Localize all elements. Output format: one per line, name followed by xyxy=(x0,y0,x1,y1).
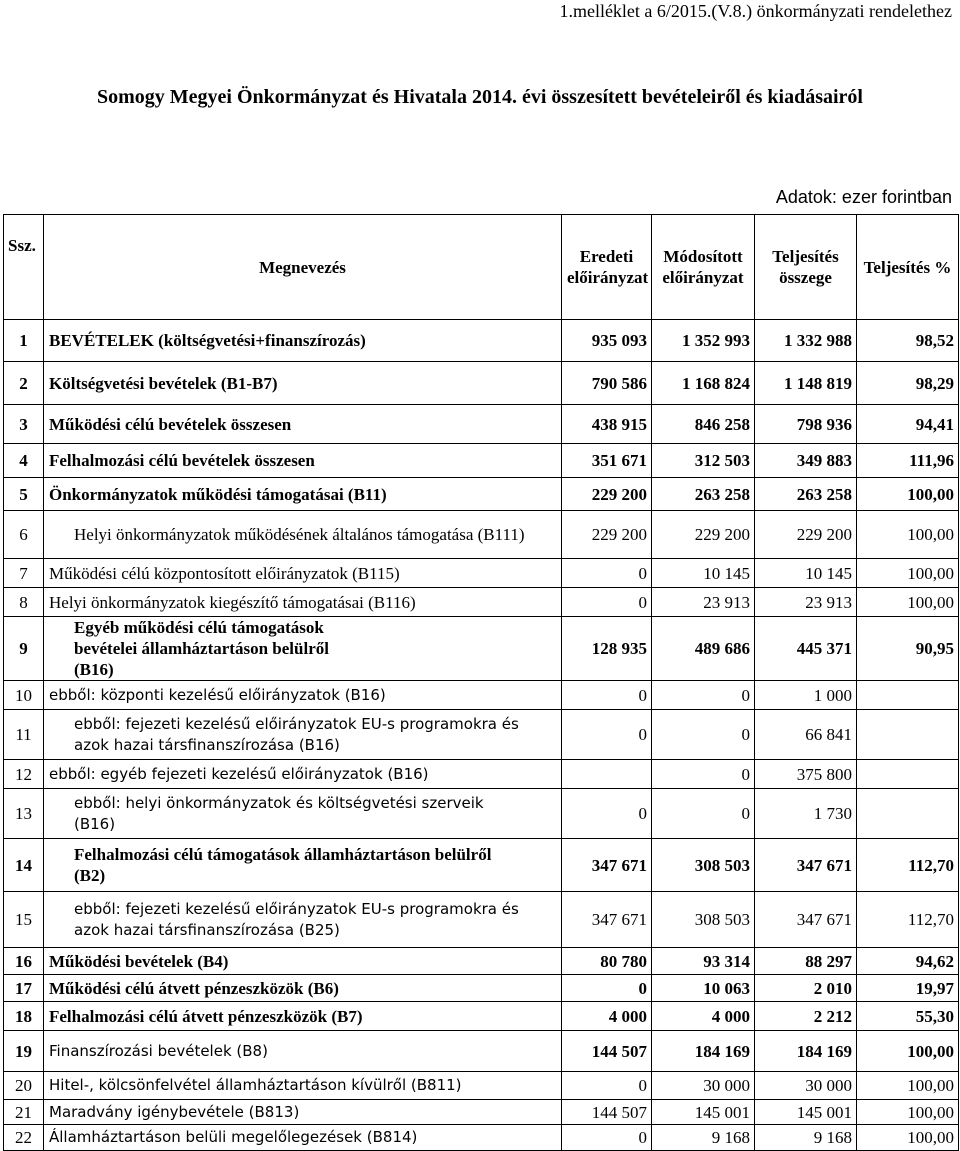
row-name: Működési célú központosított előirányzatok (B115) xyxy=(44,559,562,588)
row-teljesites-pct: 112,70 xyxy=(857,892,959,948)
table-row xyxy=(4,588,959,617)
row-teljesites: 349 883 xyxy=(755,444,857,478)
table-row xyxy=(4,444,959,478)
row-modositott: 0 xyxy=(652,760,755,789)
row-modositott: 10 063 xyxy=(652,975,755,1002)
row-name: Költségvetési bevételek (B1-B7) xyxy=(44,362,562,405)
row-name: Államháztartáson belüli megelőlegezések (B814) xyxy=(44,1125,562,1151)
table-row xyxy=(4,760,959,789)
row-name: ebből: egyéb fejezeti kezelésű előirányzatok (B16) xyxy=(44,760,562,789)
row-eredeti: 0 xyxy=(562,1072,652,1100)
row-modositott: 489 686 xyxy=(652,617,755,681)
row-teljesites-pct xyxy=(857,710,959,760)
row-eredeti: 0 xyxy=(562,789,652,839)
row-teljesites: 10 145 xyxy=(755,559,857,588)
row-teljesites: 145 001 xyxy=(755,1100,857,1125)
row-name: Finanszírozási bevételek (B8) xyxy=(44,1031,562,1072)
table-row xyxy=(4,892,959,948)
table-row xyxy=(4,617,959,681)
row-name: Egyéb működési célú támogatások bevételei államháztartáson belülről (B16) xyxy=(44,617,562,681)
row-number: 1 xyxy=(4,320,44,362)
row-modositott: 1 168 824 xyxy=(652,362,755,405)
row-modositott: 1 352 993 xyxy=(652,320,755,362)
row-teljesites-pct: 100,00 xyxy=(857,478,959,511)
row-teljesites-pct: 98,52 xyxy=(857,320,959,362)
row-teljesites: 263 258 xyxy=(755,478,857,511)
table-row xyxy=(4,1072,959,1100)
row-modositott: 10 145 xyxy=(652,559,755,588)
row-name: ebből: fejezeti kezelésű előirányzatok EU-s programokra és azok hazai társfinanszírozása (B25) xyxy=(44,892,562,948)
row-number: 11 xyxy=(4,710,44,760)
row-number: 3 xyxy=(4,405,44,444)
row-modositott: 229 200 xyxy=(652,511,755,559)
row-number: 9 xyxy=(4,617,44,681)
table-row xyxy=(4,681,959,710)
row-modositott: 312 503 xyxy=(652,444,755,478)
row-name: Önkormányzatok működési támogatásai (B11) xyxy=(44,478,562,511)
column-header-ssz: Ssz. xyxy=(4,215,44,320)
row-teljesites: 1 148 819 xyxy=(755,362,857,405)
row-eredeti: 128 935 xyxy=(562,617,652,681)
table-row xyxy=(4,405,959,444)
row-modositott: 93 314 xyxy=(652,948,755,975)
row-teljesites-pct: 100,00 xyxy=(857,588,959,617)
row-eredeti: 0 xyxy=(562,1125,652,1151)
row-modositott: 0 xyxy=(652,681,755,710)
row-modositott: 184 169 xyxy=(652,1031,755,1072)
row-eredeti: 0 xyxy=(562,559,652,588)
row-teljesites-pct: 100,00 xyxy=(857,559,959,588)
row-number: 20 xyxy=(4,1072,44,1100)
row-teljesites: 445 371 xyxy=(755,617,857,681)
budget-table xyxy=(3,214,959,1151)
row-teljesites-pct: 19,97 xyxy=(857,975,959,1002)
row-name: BEVÉTELEK (költségvetési+finanszírozás) xyxy=(44,320,562,362)
row-number: 8 xyxy=(4,588,44,617)
row-modositott: 846 258 xyxy=(652,405,755,444)
row-name: Működési célú bevételek összesen xyxy=(44,405,562,444)
row-modositott: 4 000 xyxy=(652,1002,755,1031)
table-row xyxy=(4,559,959,588)
row-teljesites-pct: 90,95 xyxy=(857,617,959,681)
row-teljesites-pct: 100,00 xyxy=(857,511,959,559)
row-teljesites: 66 841 xyxy=(755,710,857,760)
row-number: 14 xyxy=(4,839,44,892)
row-number: 15 xyxy=(4,892,44,948)
row-number: 18 xyxy=(4,1002,44,1031)
row-number: 7 xyxy=(4,559,44,588)
row-modositott: 263 258 xyxy=(652,478,755,511)
row-teljesites-pct: 94,41 xyxy=(857,405,959,444)
row-modositott: 9 168 xyxy=(652,1125,755,1151)
annex-reference: 1.melléklet a 6/2015.(V.8.) önkormányzati rendelethez xyxy=(559,1,952,21)
row-eredeti: 0 xyxy=(562,681,652,710)
row-modositott: 23 913 xyxy=(652,588,755,617)
table-row xyxy=(4,362,959,405)
row-teljesites: 798 936 xyxy=(755,405,857,444)
row-teljesites: 1 730 xyxy=(755,789,857,839)
row-eredeti xyxy=(562,760,652,789)
row-name: Helyi önkormányzatok működésének általános támogatása (B111) xyxy=(44,511,562,559)
row-teljesites: 30 000 xyxy=(755,1072,857,1100)
row-name: Maradvány igénybevétele (B813) xyxy=(44,1100,562,1125)
table-row xyxy=(4,511,959,559)
row-eredeti: 438 915 xyxy=(562,405,652,444)
row-eredeti: 229 200 xyxy=(562,511,652,559)
column-header-teljesites: Teljesítés összege xyxy=(755,215,857,320)
table-row xyxy=(4,1125,959,1151)
row-eredeti: 229 200 xyxy=(562,478,652,511)
row-teljesites: 88 297 xyxy=(755,948,857,975)
row-number: 21 xyxy=(4,1100,44,1125)
row-teljesites-pct xyxy=(857,789,959,839)
row-teljesites-pct: 100,00 xyxy=(857,1072,959,1100)
column-header-teljesites-pct: Teljesítés % xyxy=(857,215,959,320)
column-header-modositott: Módosított előirányzat xyxy=(652,215,755,320)
row-eredeti: 0 xyxy=(562,975,652,1002)
row-number: 10 xyxy=(4,681,44,710)
row-name: Felhalmozási célú bevételek összesen xyxy=(44,444,562,478)
row-eredeti: 144 507 xyxy=(562,1031,652,1072)
row-teljesites-pct: 100,00 xyxy=(857,1125,959,1151)
table-row xyxy=(4,320,959,362)
row-teljesites-pct xyxy=(857,681,959,710)
row-number: 13 xyxy=(4,789,44,839)
row-number: 12 xyxy=(4,760,44,789)
row-teljesites: 229 200 xyxy=(755,511,857,559)
row-number: 19 xyxy=(4,1031,44,1072)
row-modositott: 30 000 xyxy=(652,1072,755,1100)
row-modositott: 308 503 xyxy=(652,892,755,948)
row-number: 2 xyxy=(4,362,44,405)
row-eredeti: 144 507 xyxy=(562,1100,652,1125)
row-eredeti: 4 000 xyxy=(562,1002,652,1031)
column-header-name: Megnevezés xyxy=(44,215,562,320)
row-teljesites: 23 913 xyxy=(755,588,857,617)
row-number: 22 xyxy=(4,1125,44,1151)
row-teljesites-pct: 55,30 xyxy=(857,1002,959,1031)
row-eredeti: 0 xyxy=(562,710,652,760)
row-teljesites: 347 671 xyxy=(755,892,857,948)
row-teljesites: 347 671 xyxy=(755,839,857,892)
row-teljesites-pct: 100,00 xyxy=(857,1100,959,1125)
row-teljesites: 2 010 xyxy=(755,975,857,1002)
units-note: Adatok: ezer forintban xyxy=(775,187,952,207)
table-header-row xyxy=(4,215,959,320)
row-teljesites: 1 000 xyxy=(755,681,857,710)
row-number: 5 xyxy=(4,478,44,511)
row-teljesites: 2 212 xyxy=(755,1002,857,1031)
row-teljesites-pct: 100,00 xyxy=(857,1031,959,1072)
row-teljesites-pct: 112,70 xyxy=(857,839,959,892)
row-name: Működési célú átvett pénzeszközök (B6) xyxy=(44,975,562,1002)
row-number: 6 xyxy=(4,511,44,559)
row-modositott: 0 xyxy=(652,710,755,760)
row-modositott: 308 503 xyxy=(652,839,755,892)
table-row xyxy=(4,948,959,975)
row-name: ebből: központi kezelésű előirányzatok (B16) xyxy=(44,681,562,710)
row-eredeti: 347 671 xyxy=(562,839,652,892)
row-name: Helyi önkormányzatok kiegészítő támogatásai (B116) xyxy=(44,588,562,617)
row-name: Felhalmozási célú átvett pénzeszközök (B7) xyxy=(44,1002,562,1031)
row-teljesites: 375 800 xyxy=(755,760,857,789)
row-name: Működési bevételek (B4) xyxy=(44,948,562,975)
row-name: ebből: helyi önkormányzatok és költségvetési szerveik (B16) xyxy=(44,789,562,839)
row-teljesites-pct: 111,96 xyxy=(857,444,959,478)
row-eredeti: 80 780 xyxy=(562,948,652,975)
row-name: Felhalmozási célú támogatások államháztartáson belülről (B2) xyxy=(44,839,562,892)
table-row xyxy=(4,710,959,760)
row-eredeti: 935 093 xyxy=(562,320,652,362)
row-number: 17 xyxy=(4,975,44,1002)
row-name: ebből: fejezeti kezelésű előirányzatok EU-s programokra és azok hazai társfinanszírozása (B16) xyxy=(44,710,562,760)
table-row xyxy=(4,1002,959,1031)
row-eredeti: 790 586 xyxy=(562,362,652,405)
row-modositott: 0 xyxy=(652,789,755,839)
table-row xyxy=(4,975,959,1002)
row-eredeti: 351 671 xyxy=(562,444,652,478)
table-row xyxy=(4,839,959,892)
table-row xyxy=(4,478,959,511)
column-header-eredeti: Eredeti előirányzat xyxy=(562,215,652,320)
row-teljesites: 1 332 988 xyxy=(755,320,857,362)
row-teljesites-pct: 94,62 xyxy=(857,948,959,975)
row-eredeti: 347 671 xyxy=(562,892,652,948)
row-eredeti: 0 xyxy=(562,588,652,617)
row-teljesites: 9 168 xyxy=(755,1125,857,1151)
document-title: Somogy Megyei Önkormányzat és Hivatala 2014. évi összesített bevételeiről és kiadásairól xyxy=(97,86,863,108)
table-row xyxy=(4,789,959,839)
table-row xyxy=(4,1031,959,1072)
row-modositott: 145 001 xyxy=(652,1100,755,1125)
table-row xyxy=(4,1100,959,1125)
row-teljesites-pct: 98,29 xyxy=(857,362,959,405)
row-number: 16 xyxy=(4,948,44,975)
row-number: 4 xyxy=(4,444,44,478)
row-name: Hitel-, kölcsönfelvétel államháztartáson kívülről (B811) xyxy=(44,1072,562,1100)
row-teljesites: 184 169 xyxy=(755,1031,857,1072)
row-teljesites-pct xyxy=(857,760,959,789)
